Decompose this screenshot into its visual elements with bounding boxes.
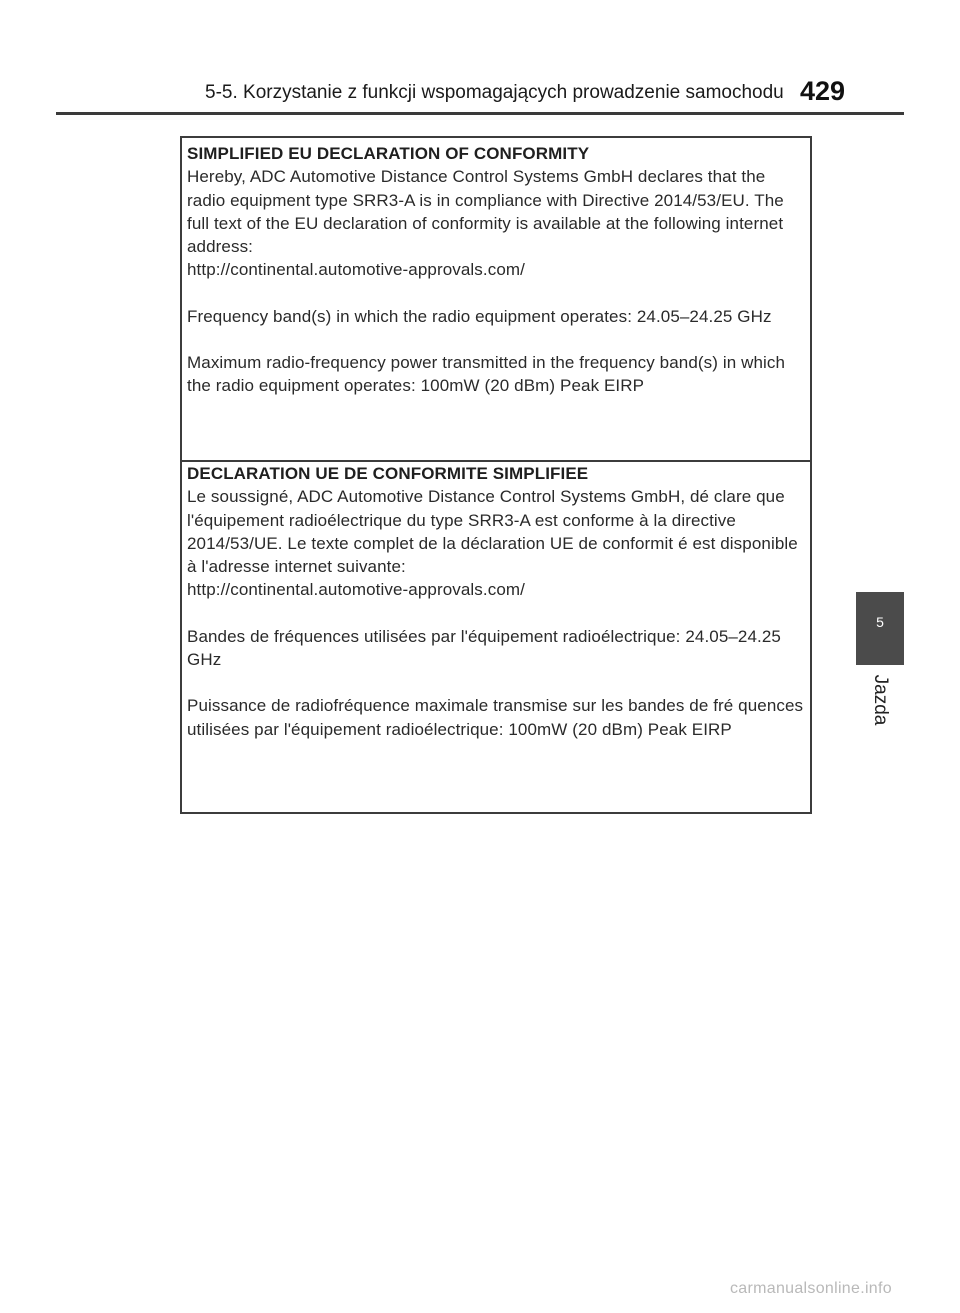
section-title: 5-5. Korzystanie z funkcji wspomagających prowadzenie samochodu <box>205 82 784 103</box>
chapter-tab <box>856 592 904 665</box>
chapter-number: 5 <box>876 614 884 630</box>
page-number: 429 <box>800 76 846 106</box>
french-max-power: Puissance de radiofréquence maximale transmise sur les bandes de fré quences utilisées par l'équipement radioélectrique: 100mW (20 dBm) Peak EIRP <box>187 696 804 739</box>
declaration-box <box>180 136 812 814</box>
french-frequency-band: Bandes de fréquences utilisées par l'équipement radioélectrique: 24.05–24.25 GHz <box>187 626 781 670</box>
footer-watermark: carmanualsonline.info <box>730 1280 892 1297</box>
english-frequency-band: Frequency band(s) in which the radio equipment operates: 24.05–24.25 GHz <box>187 306 772 326</box>
chapter-label: Jazda <box>870 674 891 726</box>
header-divider <box>56 112 904 115</box>
english-declaration-title: SIMPLIFIED EU DECLARATION OF CONFORMITY <box>187 144 590 163</box>
french-declaration-title: DECLARATION UE DE CONFORMITE SIMPLIFIEE <box>187 464 589 483</box>
english-declaration <box>182 138 810 462</box>
french-declaration <box>182 458 810 812</box>
french-declaration-statement: Le soussigné, ADC Automotive Distance Control Systems GmbH, dé clare que l'équipement radioélectrique du type SRR3-A est conforme à la directive 2014/53/UE. Le texte complet de la déclaration UE de conformit é est disponible à l'adresse internet suivante: <box>187 487 798 577</box>
french-declaration-url: http://continental.automotive-approvals.com/ <box>187 580 525 600</box>
english-declaration-statement: Hereby, ADC Automotive Distance Control Systems GmbH declares that the radio equipment type SRR3-A is in compliance with Directive 2014/53/EU. The full text of the EU declaration of conformity is available at the following internet address: <box>187 167 784 257</box>
english-declaration-url: http://continental.automotive-approvals.com/ <box>187 260 525 280</box>
english-max-power: Maximum radio-frequency power transmitted in the frequency band(s) in which the radio equipment operates: 100mW (20 dBm) Peak EIRP <box>187 353 786 396</box>
